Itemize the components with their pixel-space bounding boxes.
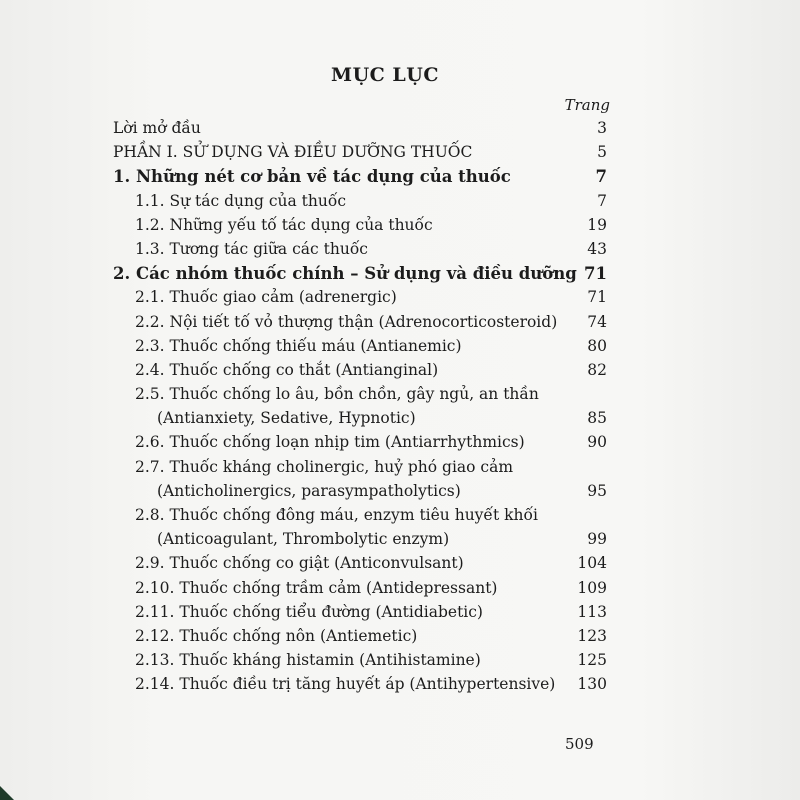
toc-entry bbox=[113, 192, 607, 216]
toc-entry bbox=[113, 240, 607, 264]
toc-entry-page: 130 bbox=[577, 675, 607, 694]
toc-entry-label: (Anticoagulant, Thrombolytic enzym) bbox=[157, 530, 450, 549]
toc-entry-label: 1.2. Những yếu tố tác dụng của thuốc bbox=[135, 215, 433, 234]
toc-entry-label: 2. Các nhóm thuốc chính – Sử dụng và điều dưỡng bbox=[113, 264, 577, 284]
toc-entry-page: 7 bbox=[595, 167, 607, 187]
toc-entry-label: (Antianxiety, Sedative, Hypnotic) bbox=[157, 409, 416, 428]
table-of-contents bbox=[113, 119, 607, 700]
toc-entry-page: 109 bbox=[577, 578, 607, 597]
toc-entry-label: 2.11. Thuốc chống tiểu đường (Antidiabetic) bbox=[135, 602, 483, 621]
toc-entry bbox=[113, 579, 607, 603]
toc-entry-label: 2.14. Thuốc điều trị tăng huyết áp (Antihypertensive) bbox=[135, 675, 556, 694]
toc-entry-label: Lời mở đầu bbox=[113, 119, 201, 137]
toc-entry-page: 7 bbox=[597, 191, 607, 210]
toc-entry bbox=[113, 409, 607, 433]
toc-entry bbox=[113, 627, 607, 651]
toc-entry bbox=[113, 264, 607, 288]
toc-entry-label: 2.8. Thuốc chống đông máu, enzym tiêu huyết khối bbox=[135, 506, 538, 524]
toc-entry-page: 123 bbox=[577, 626, 607, 645]
toc-entry bbox=[113, 143, 607, 167]
page-title: MỤC LỤC bbox=[331, 64, 439, 86]
toc-entry-page: 82 bbox=[587, 360, 607, 379]
toc-entry-page: 99 bbox=[587, 530, 607, 549]
toc-entry-page: 125 bbox=[577, 651, 607, 670]
toc-entry-label: 2.7. Thuốc kháng cholinergic, huỷ phó giao cảm bbox=[135, 457, 514, 476]
toc-entry-label: 2.6. Thuốc chống loạn nhịp tim (Antiarrhythmics) bbox=[135, 433, 525, 452]
toc-entry-page: 80 bbox=[587, 336, 607, 355]
toc-entry-label: (Anticholinergics, parasympatholytics) bbox=[157, 481, 461, 500]
toc-entry bbox=[113, 554, 607, 578]
toc-entry bbox=[113, 675, 607, 699]
toc-entry-label: PHẦN I. SỬ DỤNG VÀ ĐIỀU DƯỠNG THUỐC bbox=[113, 143, 473, 162]
toc-entry-page: 113 bbox=[577, 602, 607, 621]
toc-entry bbox=[113, 216, 607, 240]
toc-entry-page: 95 bbox=[587, 481, 607, 500]
toc-entry bbox=[113, 337, 607, 361]
toc-entry-page: 90 bbox=[587, 433, 607, 452]
toc-entry-page: 5 bbox=[597, 143, 607, 162]
toc-entry-page: 74 bbox=[587, 312, 607, 331]
toc-entry-page: 85 bbox=[587, 409, 607, 428]
toc-entry-label: 2.10. Thuốc chống trầm cảm (Antidepressant) bbox=[135, 578, 498, 597]
toc-entry-page: 71 bbox=[587, 288, 607, 307]
toc-entry-page: 3 bbox=[597, 119, 607, 137]
toc-entry bbox=[113, 385, 607, 409]
toc-entry bbox=[113, 651, 607, 675]
toc-entry bbox=[113, 361, 607, 385]
toc-entry bbox=[113, 482, 607, 506]
toc-entry bbox=[113, 288, 607, 312]
toc-entry-label: 2.9. Thuốc chống co giật (Anticonvulsant) bbox=[135, 554, 464, 573]
toc-entry-page: 43 bbox=[587, 239, 607, 258]
page-column-header: Trang bbox=[564, 96, 610, 114]
toc-entry-page: 19 bbox=[587, 215, 607, 234]
toc-entry bbox=[113, 530, 607, 554]
toc-entry-label: 2.5. Thuốc chống lo âu, bồn chồn, gây ngủ, an thần bbox=[135, 385, 539, 404]
toc-entry-label: 2.13. Thuốc kháng histamin (Antihistamine) bbox=[135, 651, 481, 670]
toc-entry-page: 104 bbox=[577, 554, 607, 573]
toc-entry bbox=[113, 458, 607, 482]
toc-entry-label: 1.3. Tương tác giữa các thuốc bbox=[135, 239, 368, 258]
toc-entry-page: 71 bbox=[584, 264, 607, 284]
page-number: 509 bbox=[565, 735, 594, 753]
toc-entry-label: 2.1. Thuốc giao cảm (adrenergic) bbox=[135, 288, 397, 307]
toc-entry bbox=[113, 506, 607, 530]
toc-entry bbox=[113, 119, 607, 143]
toc-entry bbox=[113, 167, 607, 191]
toc-entry-label: 1. Những nét cơ bản về tác dụng của thuốc bbox=[113, 167, 511, 187]
toc-entry-label: 2.2. Nội tiết tố vỏ thượng thận (Adrenocorticosteroid) bbox=[135, 312, 558, 331]
toc-entry bbox=[113, 603, 607, 627]
background-corner bbox=[0, 786, 14, 800]
toc-entry bbox=[113, 313, 607, 337]
toc-entry-label: 2.3. Thuốc chống thiếu máu (Antianemic) bbox=[135, 336, 462, 355]
toc-entry bbox=[113, 433, 607, 457]
toc-entry-label: 2.12. Thuốc chống nôn (Antiemetic) bbox=[135, 626, 418, 645]
toc-entry-label: 2.4. Thuốc chống co thắt (Antianginal) bbox=[135, 360, 439, 379]
toc-entry-label: 1.1. Sự tác dụng của thuốc bbox=[135, 191, 347, 210]
